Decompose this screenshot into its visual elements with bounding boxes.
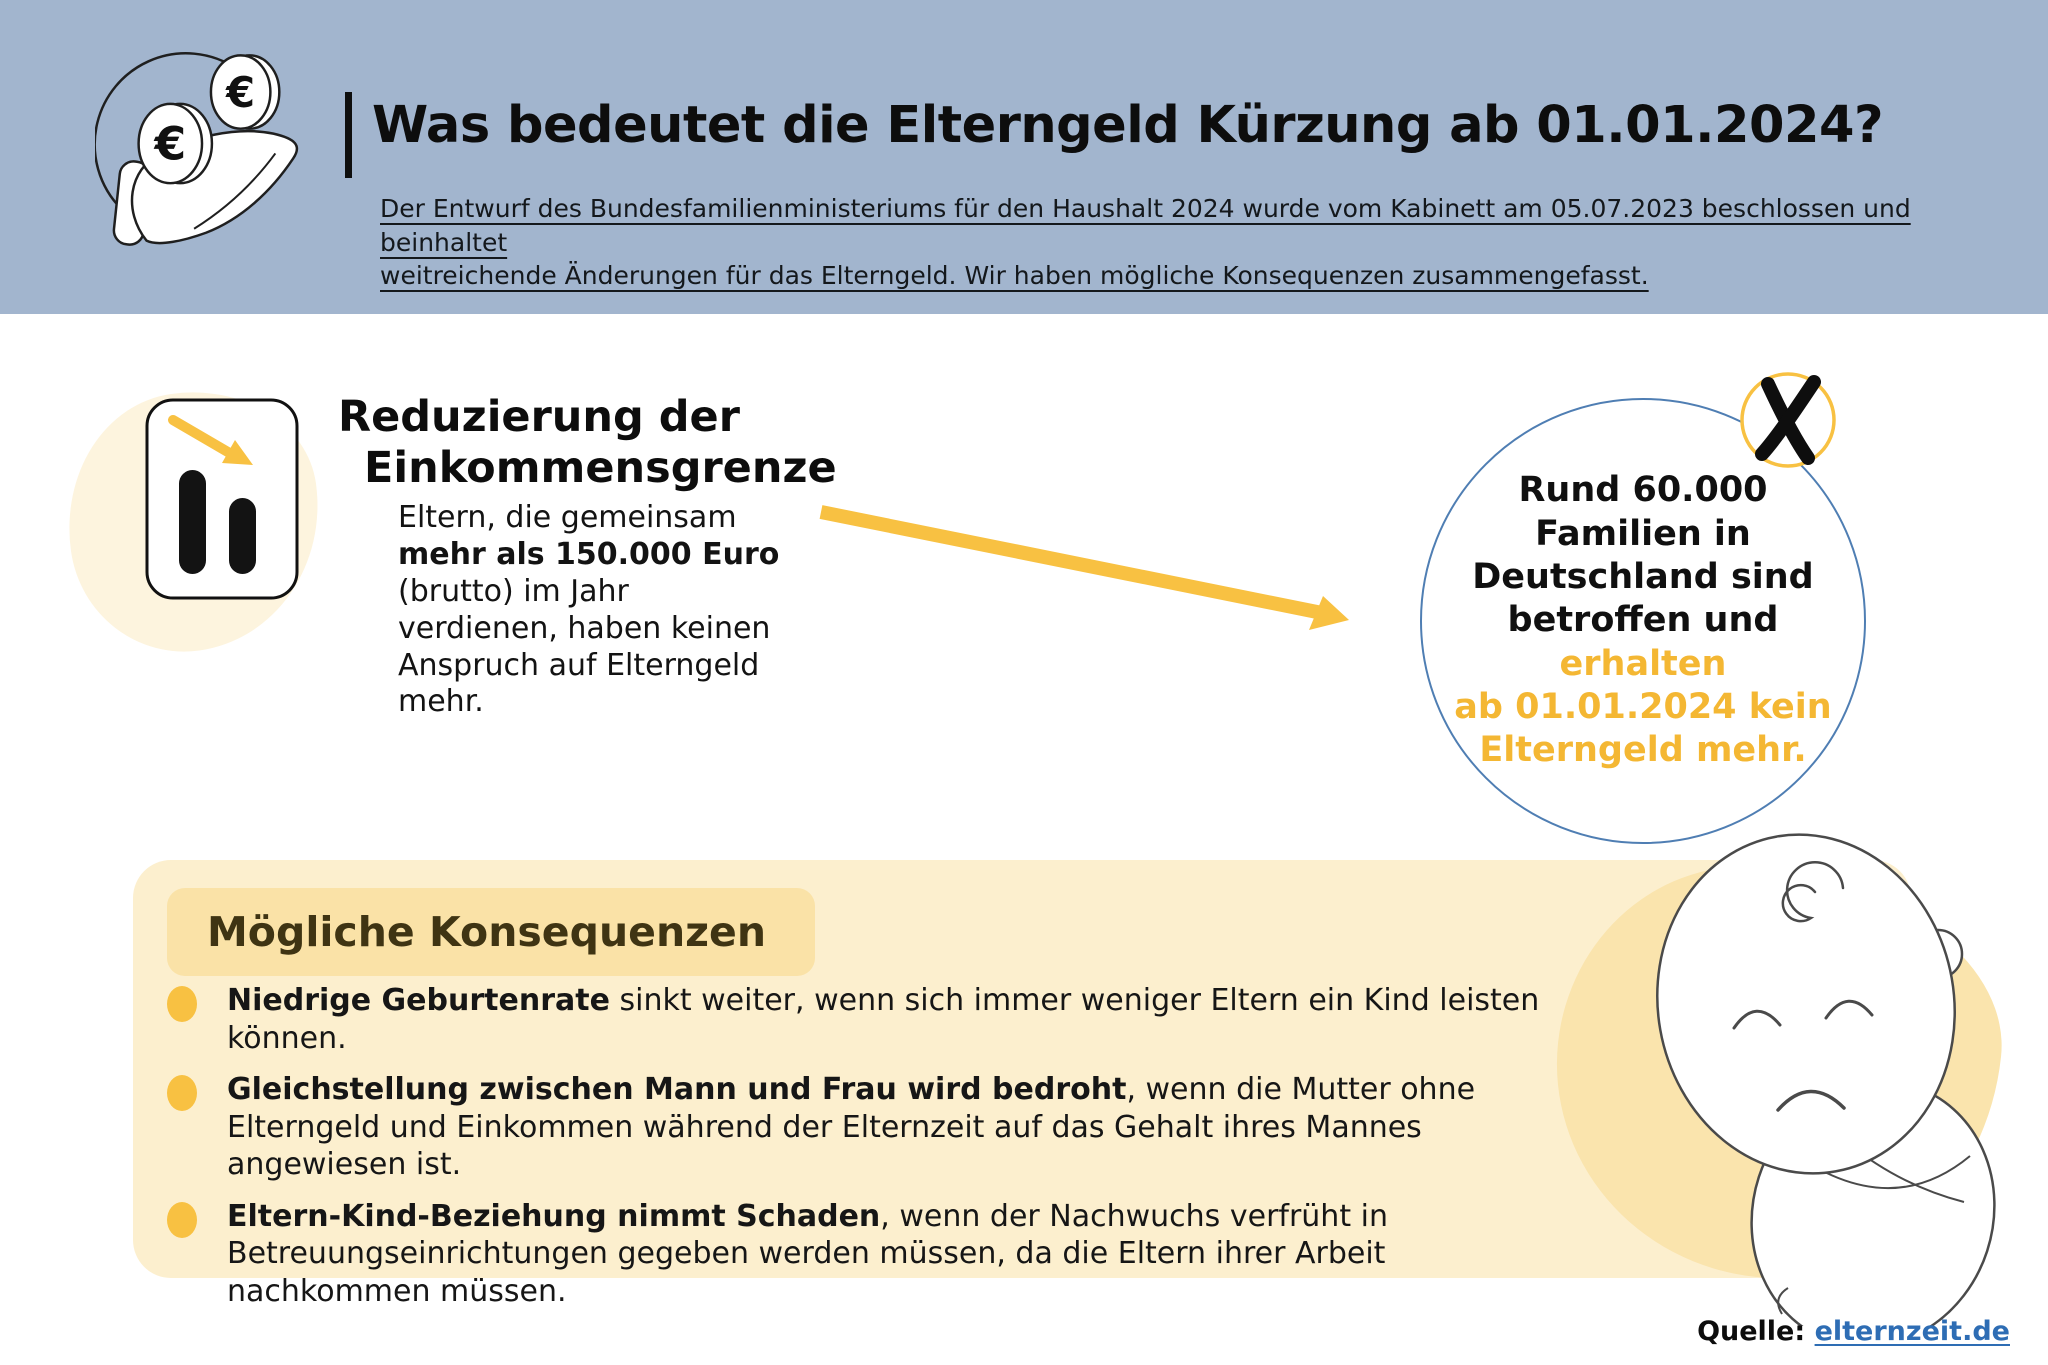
consequences-list (167, 982, 1627, 1310)
page-title: Was bedeutet die Elterngeld Kürzung ab 01.01.2024? (372, 96, 1884, 155)
title-accent-bar (345, 92, 352, 178)
bullet-bold-text: Gleichstellung zwischen Mann und Frau wird bedroht (227, 1072, 1127, 1107)
list-item (167, 1071, 1627, 1184)
subtitle-line: Der Entwurf des Bundesfamilienministeriums für den Haushalt 2024 wurde vom Kabinett am 05.07.2023 beschlossen und beinhaltet (380, 194, 1911, 257)
body-bold: mehr als 150.000 Euro (398, 536, 780, 572)
bullet-bold-text: Eltern-Kind-Beziehung nimmt Schaden (227, 1198, 881, 1234)
swaddled-baby-illustration (1638, 826, 2000, 1326)
list-item (167, 982, 1627, 1057)
heading-line: Reduzierung der (338, 392, 740, 442)
bullet-rest-text: , wenn der Nachwuchs verfrüht in Betreuungseinrichtungen gegeben werden müssen, da die Eltern ihrer Arbeit nachkommen müssen. (227, 1198, 1388, 1309)
svg-text:€: € (226, 67, 256, 117)
bullet-dot-icon (167, 1075, 197, 1111)
x-mark-badge-icon (1738, 370, 1838, 470)
source-link[interactable]: elternzeit.de (1814, 1316, 2010, 1347)
bullet-rest-text: sinkt weiter, wenn sich immer weniger Eltern ein Kind leisten können. (227, 983, 1540, 1056)
income-section-heading (338, 392, 837, 493)
callout-line: Familien in (1535, 513, 1751, 554)
consequences-heading: Mögliche Konsequenzen (207, 908, 767, 956)
body-suffix: (brutto) im Jahr verdienen, haben keinen Anspruch auf Elterngeld mehr. (398, 573, 771, 720)
bullet-dot-icon (167, 1202, 197, 1238)
body-prefix: Eltern, die gemeinsam (398, 500, 737, 535)
bullet-dot-icon (167, 986, 197, 1022)
source-credit (1697, 1316, 2010, 1347)
income-section-body (398, 500, 786, 721)
list-item (167, 1198, 1627, 1311)
callout-line: Rund 60.000 (1518, 470, 1768, 511)
source-label: Quelle: (1697, 1316, 1806, 1347)
consequences-heading-chip (167, 888, 815, 976)
bullet-rest-text: , wenn die Mutter ohne Elterngeld und Einkommen während der Elternzeit auf das Gehalt ihres Mannes angewiesen ist. (227, 1072, 1476, 1182)
yellow-arrow-right-icon (815, 498, 1363, 640)
subtitle-line: weitreichende Änderungen für das Elterngeld. Wir haben mögliche Konsequenzen zusammengefasst. (380, 261, 1649, 290)
heading-line: Einkommensgrenze (364, 442, 837, 493)
hand-with-euro-coins-icon (95, 38, 313, 260)
svg-text:€: € (154, 117, 187, 171)
callout-line: betroffen und (1507, 600, 1779, 641)
bullet-bold-text: Niedrige Geburtenrate (227, 983, 610, 1018)
declining-bars-card-icon (145, 398, 299, 600)
callout-text: Rund 60.000 Familien in Deutschland sind betroffen und erhalten ab 01.01.2024 kein Elterngeld mehr. (1454, 470, 1832, 771)
callout-line: Deutschland sind (1472, 556, 1814, 597)
page-subtitle (380, 192, 1960, 293)
